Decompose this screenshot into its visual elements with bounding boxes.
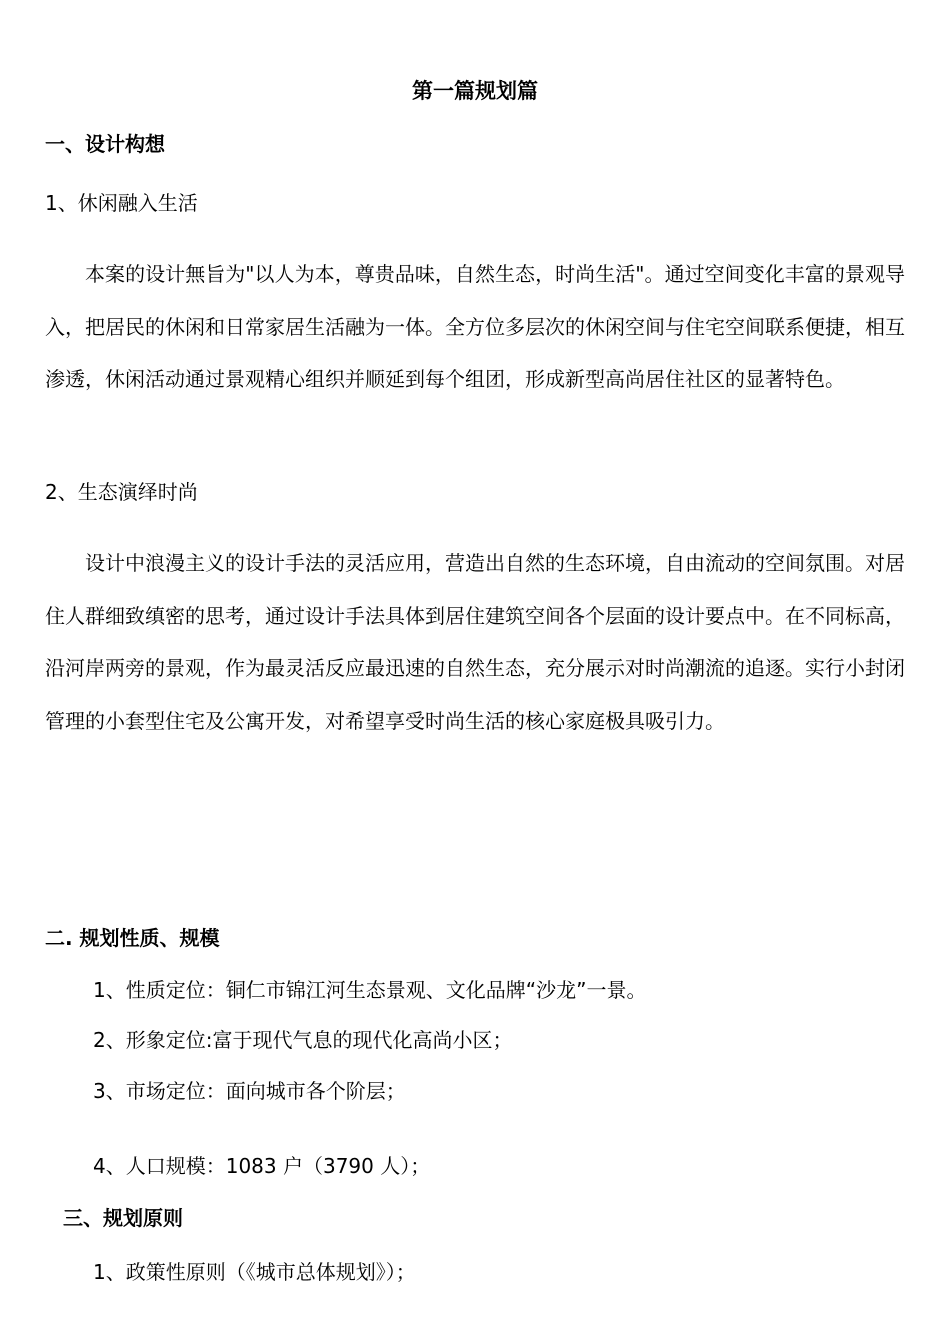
section-1-heading: 一、设计构想 [45,132,165,156]
section-2-item: 2、形象定位:富于现代气息的现代化高尚小区； [93,1028,513,1052]
section-2-item: 3、市场定位：面向城市各个阶层； [93,1079,406,1103]
section-3-heading: 三、规划原则 [63,1206,183,1230]
subsection-1-2-heading: 2、生态演绎时尚 [45,480,198,504]
subsection-1-2-paragraph: 设计中浪漫主义的设计手法的灵活应用，营造出自然的生态环境，自由流动的空间氛围。对居住人群细致缜密的思考，通过设计手法具体到居住建筑空间各个层面的设计要点中。在不同标高，沿河岸两旁的景观，作为最灵活反应最迅速的自然生态，充分展示对时尚潮流的追逐。实行小封闭管理的小套型住宅及公寓开发，对希望享受时尚生活的核心家庭极具吸引力。 [45,551,905,733]
section-2-item: 1、性质定位：铜仁市锦江河生态景观、文化品牌“沙龙”一景。 [93,978,647,1002]
section-2-item: 4、人口规模：1083 户（3790 人）； [93,1154,431,1178]
section-3-item: 1、政策性原则（《城市总体规划》）； [93,1260,416,1284]
subsection-1-1-paragraph: 本案的设计無旨为"以人为本，尊贵品味，自然生态，时尚生活"。通过空间变化丰富的景观导入，把居民的休闲和日常家居生活融为一体。全方位多层次的休闲空间与住宅空间联系便捷，相互渗透，休闲活动通过景观精心组织并顺延到每个组团，形成新型高尚居住社区的显著特色。 [45,262,905,391]
subsection-1-1-heading: 1、休闲融入生活 [45,191,198,215]
section-2-heading: 二. 规划性质、规模 [45,926,220,950]
page-title: 第一篇规划篇 [412,79,538,103]
